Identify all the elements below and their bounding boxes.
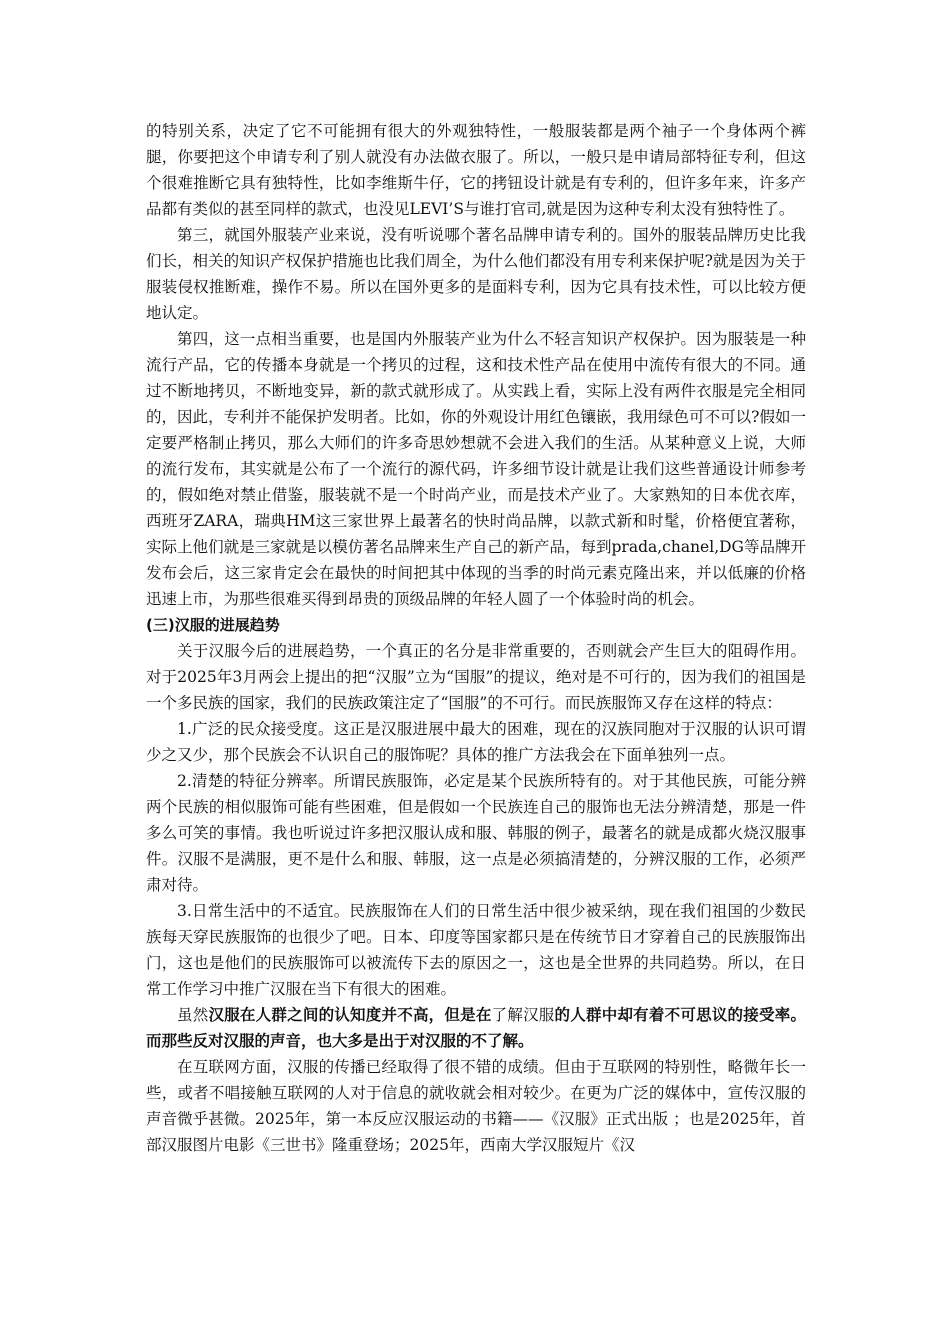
list-item-distinction: 2.清楚的特征分辨率。所谓民族服饰，必定是某个民族所特有的。对于其他民族，可能分辨两个民族的相似服饰可能有些困难，但是假如一个民族连自己的服饰也无法分辨清楚，那是一件多么可笑的事情。我也听说过许多把汉服认成和服、韩服的例子，最著名的就是成都火烧汉服事件。汉服不是满服，更不是什么和服、韩服，这一点是必须搞清楚的，分辨汉服的工作，必须严肃对待。 <box>146 772 806 894</box>
paragraph-trend-intro: 关于汉服今后的进展趋势，一个真正的名分是非常重要的，否则就会产生巨大的阻碍作用。对于2025年3月两会上提出的把“汉服”立为“国服”的提议，绝对是不可行的，因为我们的祖国是一个多民族的国家，我们的民族政策注定了“国服”的不可行。而民族服饰又存在这样的特点： <box>146 642 806 712</box>
paragraph-awareness <box>146 1002 806 1054</box>
awareness-bold-1: 汉服在人群之间的认知度并不高，但是在 <box>208 1006 492 1024</box>
section-heading: (三)汉服的进展趋势 <box>146 616 280 634</box>
awareness-bold-2: 的人群中却有着不可思议的接受率。而那些反对汉服的声音，也大多是出于对汉服的不了解。 <box>146 1006 806 1050</box>
paragraph-third-point: 第三，就国外服装产业来说，没有听说哪个著名品牌申请专利的。国外的服装品牌历史比我们长，相关的知识产权保护措施也比我们周全，为什么他们都没有用专利来保护呢?就是因为关于服装侵权推断难，操作不易。所以在国外更多的是面料专利，因为它具有技术性，可以比较方便地认定。 <box>146 226 806 322</box>
list-item-daily-life: 3.日常生活中的不适宜。民族服饰在人们的日常生活中很少被采纳，现在我们祖国的少数民族每天穿民族服饰的也很少了吧。日本、印度等国家都只是在传统节日才穿着自己的民族服饰出门，这也是他们的民族服饰可以被流传下去的原因之一，这也是全世界的共同趋势。所以，在日常工作学习中推广汉服在当下有很大的困难。 <box>146 902 806 998</box>
awareness-mid: 了解汉服 <box>491 1006 555 1024</box>
paragraph-internet: 在互联网方面，汉服的传播已经取得了很不错的成绩。但由于互联网的特别性，略微年长一些，或者不唱接触互联网的人对于信息的就收就会相对较少。在更为广泛的媒体中，宣传汉服的声音微乎甚微。2025年，第一本反应汉服运动的书籍——《汉服》正式出版 ；也是2025年，首部汉服图片电影《三世书》隆重登场；2025年，西南大学汉服短片《汉 <box>146 1058 806 1154</box>
awareness-lead: 虽然 <box>177 1006 209 1024</box>
paragraph-continuation: 的特别关系，决定了它不可能拥有很大的外观独特性，一般服装都是两个袖子一个身体两个裤腿，你要把这个申请专利了别人就没有办法做衣服了。所以，一般只是申请局部特征专利，但这个很难推断它具有独特性，比如李维斯牛仔，它的拷钮设计就是有专利的，但许多年来，许多产品都有类似的甚至同样的款式，也没见LEVI’S与谁打官司,就是因为这种专利太没有独特性了。 <box>146 122 806 218</box>
list-item-acceptance: 1.广泛的民众接受度。这正是汉服进展中最大的困难，现在的汉族同胞对于汉服的认识可谓少之又少，那个民族会不认识自己的服饰呢？具体的推广方法我会在下面单独列一点。 <box>146 720 806 764</box>
paragraph-fourth-point: 第四，这一点相当重要，也是国内外服装产业为什么不轻言知识产权保护。因为服装是一种流行产品，它的传播本身就是一个拷贝的过程，这和技术性产品在使用中流传有很大的不同。通过不断地拷贝，不断地变异，新的款式就形成了。从实践上看，实际上没有两件衣服是完全相同的，因此，专利并不能保护发明者。比如，你的外观设计用红色镶嵌，我用绿色可不可以?假如一定要严格制止拷贝，那么大师们的许多奇思妙想就不会进入我们的生活。从某种意义上说，大师的流行发布，其实就是公布了一个流行的源代码，许多细节设计就是让我们这些普通设计师参考的，假如绝对禁止借鉴，服装就不是一个时尚产业，而是技术产业了。大家熟知的日本优衣库，西班牙ZARA，瑞典HM这三家世界上最著名的快时尚品牌，以款式新和时髦，价格便宜著称，实际上他们就是三家就是以模仿著名品牌来生产自己的新产品，每到prada,chanel,DG等品牌开发布会后，这三家肯定会在最快的时间把其中体现的当季的时尚元素克隆出来，并以低廉的价格迅速上市，为那些很难买得到昂贵的顶级品牌的年轻人圆了一个体验时尚的机会。 <box>146 330 806 608</box>
document-body <box>146 118 806 1158</box>
